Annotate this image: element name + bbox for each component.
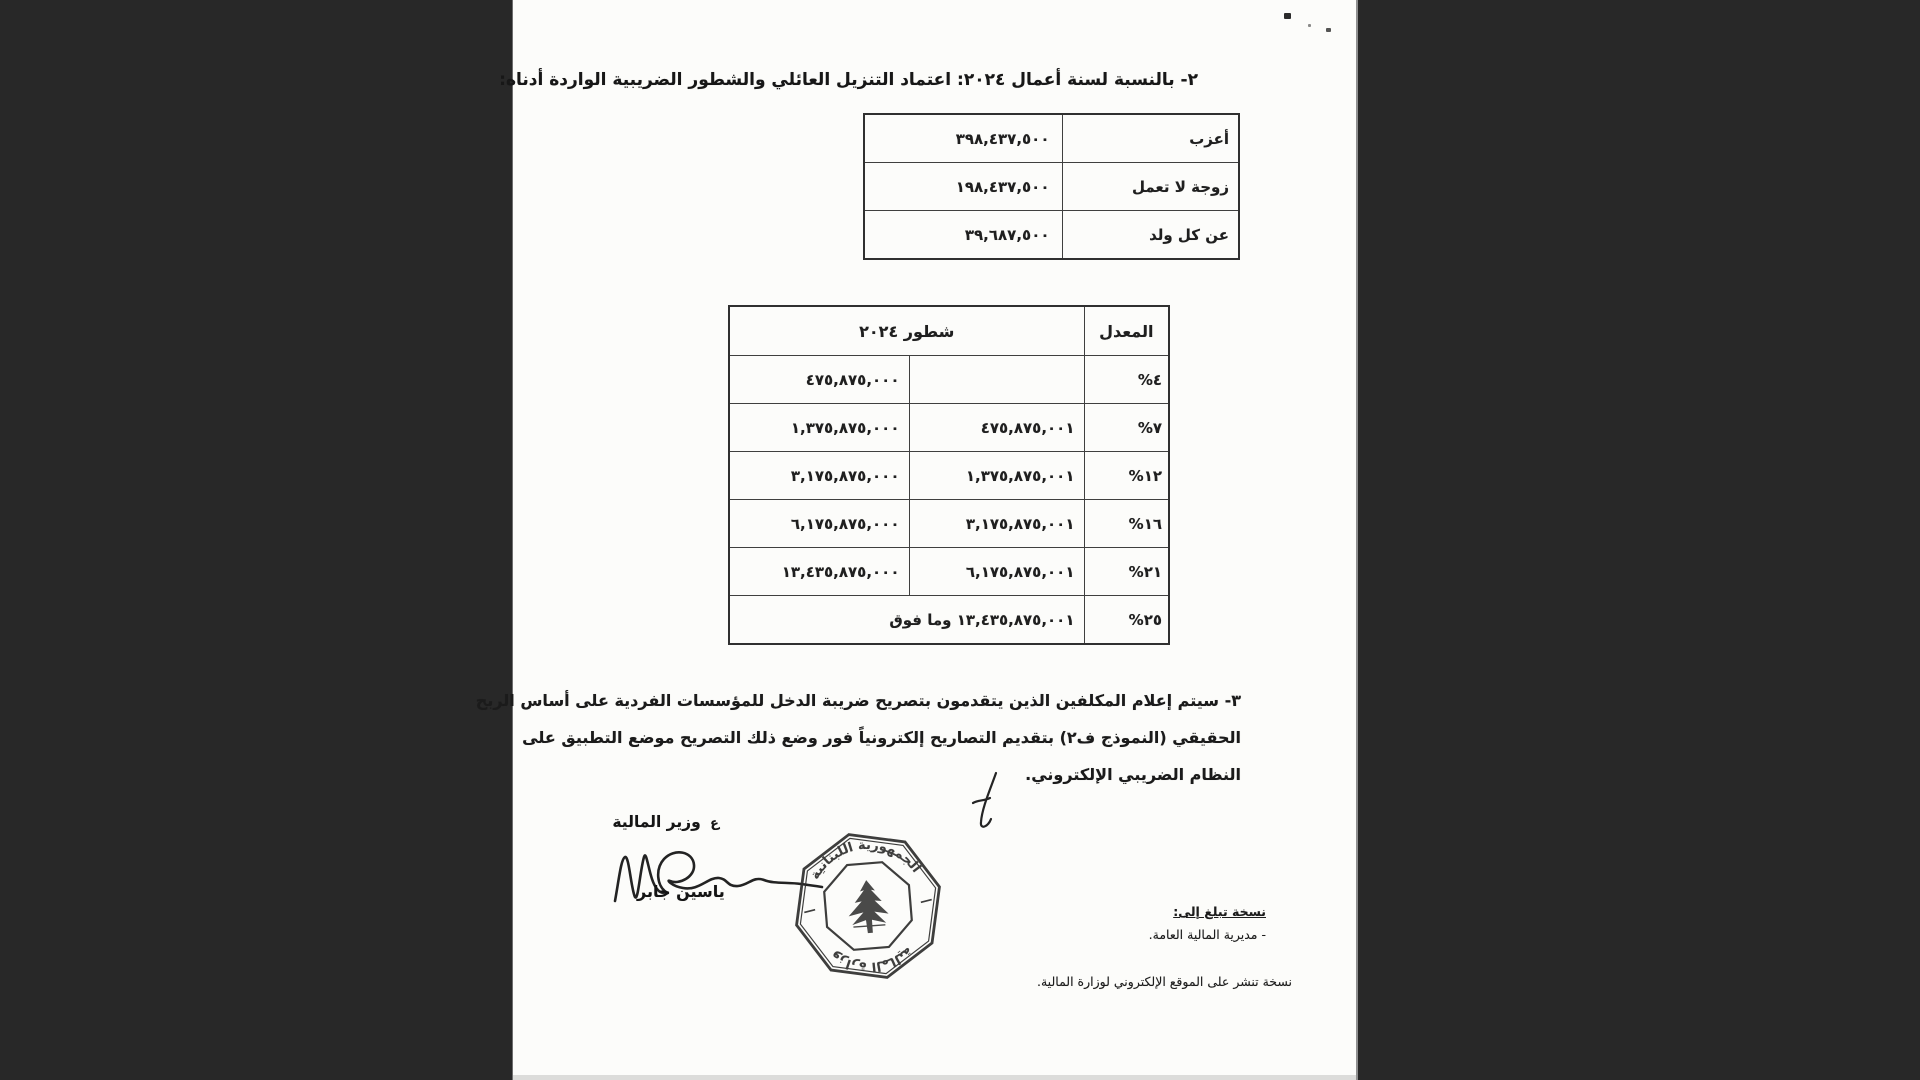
deduction-value: ٣٩٨,٤٣٧,٥٠٠ [864, 114, 1062, 163]
stamp-top-text: الجمهورية اللبنانية [807, 837, 924, 883]
publish-note: نسخة تنشر على الموقع الإلكتروني لوزارة المالية. [1037, 974, 1292, 989]
deduction-label: زوجة لا تعمل [1062, 163, 1239, 211]
rate-header: المعدل [1084, 306, 1169, 356]
minister-title: وزير المالية [612, 813, 701, 831]
bracket-rate: %٧ [1084, 404, 1169, 452]
bracket-to: ٣,١٧٥,٨٧٥,٠٠٠ [729, 452, 909, 500]
table-row [729, 548, 1169, 596]
deduction-value: ١٩٨,٤٣٧,٥٠٠ [864, 163, 1062, 211]
brackets-header: شطور ٢٠٢٤ [729, 306, 1084, 356]
table-row [864, 163, 1239, 211]
table-row [729, 404, 1169, 452]
tax-brackets-table [728, 305, 1170, 645]
handwritten-check-mark [966, 770, 1011, 832]
bracket-from [909, 356, 1084, 404]
scan-speck [1326, 28, 1331, 32]
table-row [729, 500, 1169, 548]
bracket-rate: %٢٥ [1084, 596, 1169, 645]
page-bottom-edge [513, 1075, 1356, 1080]
bracket-rate: %٤ [1084, 356, 1169, 404]
document-page [475, 0, 1358, 1080]
table-header-row [729, 306, 1169, 356]
paragraph-line: ٣- سيتم إعلام المكلفين الذين يتقدمون بتصريح ضريبة الدخل للمؤسسات الفردية على أساس الربح [475, 691, 1241, 710]
table-row [864, 114, 1239, 163]
bracket-range-merged: ١٣,٤٣٥,٨٧٥,٠٠١ وما فوق [729, 596, 1084, 645]
table-row [729, 452, 1169, 500]
paragraph-line: النظام الضريبي الإلكتروني. [1025, 765, 1241, 784]
stamp-bottom-text: وزارة المالية [827, 943, 916, 975]
minister-name: ياسين جابر [637, 882, 725, 901]
minister-title-line [612, 813, 719, 831]
section-2-heading: ٢- بالنسبة لسنة أعمال ٢٠٢٤: اعتماد التنزيل العائلي والشطور الضريبية الواردة أدناه: [499, 70, 1198, 90]
bracket-from: ١,٣٧٥,٨٧٥,٠٠١ [909, 452, 1084, 500]
copy-to-item: - مديرية المالية العامة. [1148, 927, 1266, 942]
section-3-paragraph [475, 682, 1241, 793]
bracket-to: ٤٧٥,٨٧٥,٠٠٠ [729, 356, 909, 404]
table-row [729, 596, 1169, 645]
cedar-tree-icon [846, 879, 890, 935]
ministry-stamp [785, 823, 952, 990]
deduction-label: عن كل ولد [1062, 211, 1239, 260]
family-deductions-table [863, 113, 1240, 260]
deduction-value: ٣٩,٦٨٧,٥٠٠ [864, 211, 1062, 260]
bracket-from: ٦,١٧٥,٨٧٥,٠٠١ [909, 548, 1084, 596]
bracket-rate: %١٢ [1084, 452, 1169, 500]
bracket-from: ٣,١٧٥,٨٧٥,٠٠١ [909, 500, 1084, 548]
paragraph-line: الحقيقي (النموذج ف٢) بتقديم التصاريح إلكترونياً فور وضع ذلك التصريح موضع التطبيق على [522, 728, 1241, 747]
deduction-label: أعزب [1062, 114, 1239, 163]
bracket-from: ٤٧٥,٨٧٥,٠٠١ [909, 404, 1084, 452]
copy-to-heading: نسخة تبلغ إلى: [1173, 904, 1266, 919]
bracket-to: ١,٣٧٥,٨٧٥,٠٠٠ [729, 404, 909, 452]
bracket-to: ٦,١٧٥,٨٧٥,٠٠٠ [729, 500, 909, 548]
scan-speck [1308, 24, 1311, 27]
bracket-to: ١٣,٤٣٥,٨٧٥,٠٠٠ [729, 548, 909, 596]
bracket-rate: %١٦ [1084, 500, 1169, 548]
scan-speck [1284, 13, 1291, 19]
handwritten-initial: ع [709, 815, 721, 832]
table-row [729, 356, 1169, 404]
bracket-rate: %٢١ [1084, 548, 1169, 596]
table-row [864, 211, 1239, 260]
